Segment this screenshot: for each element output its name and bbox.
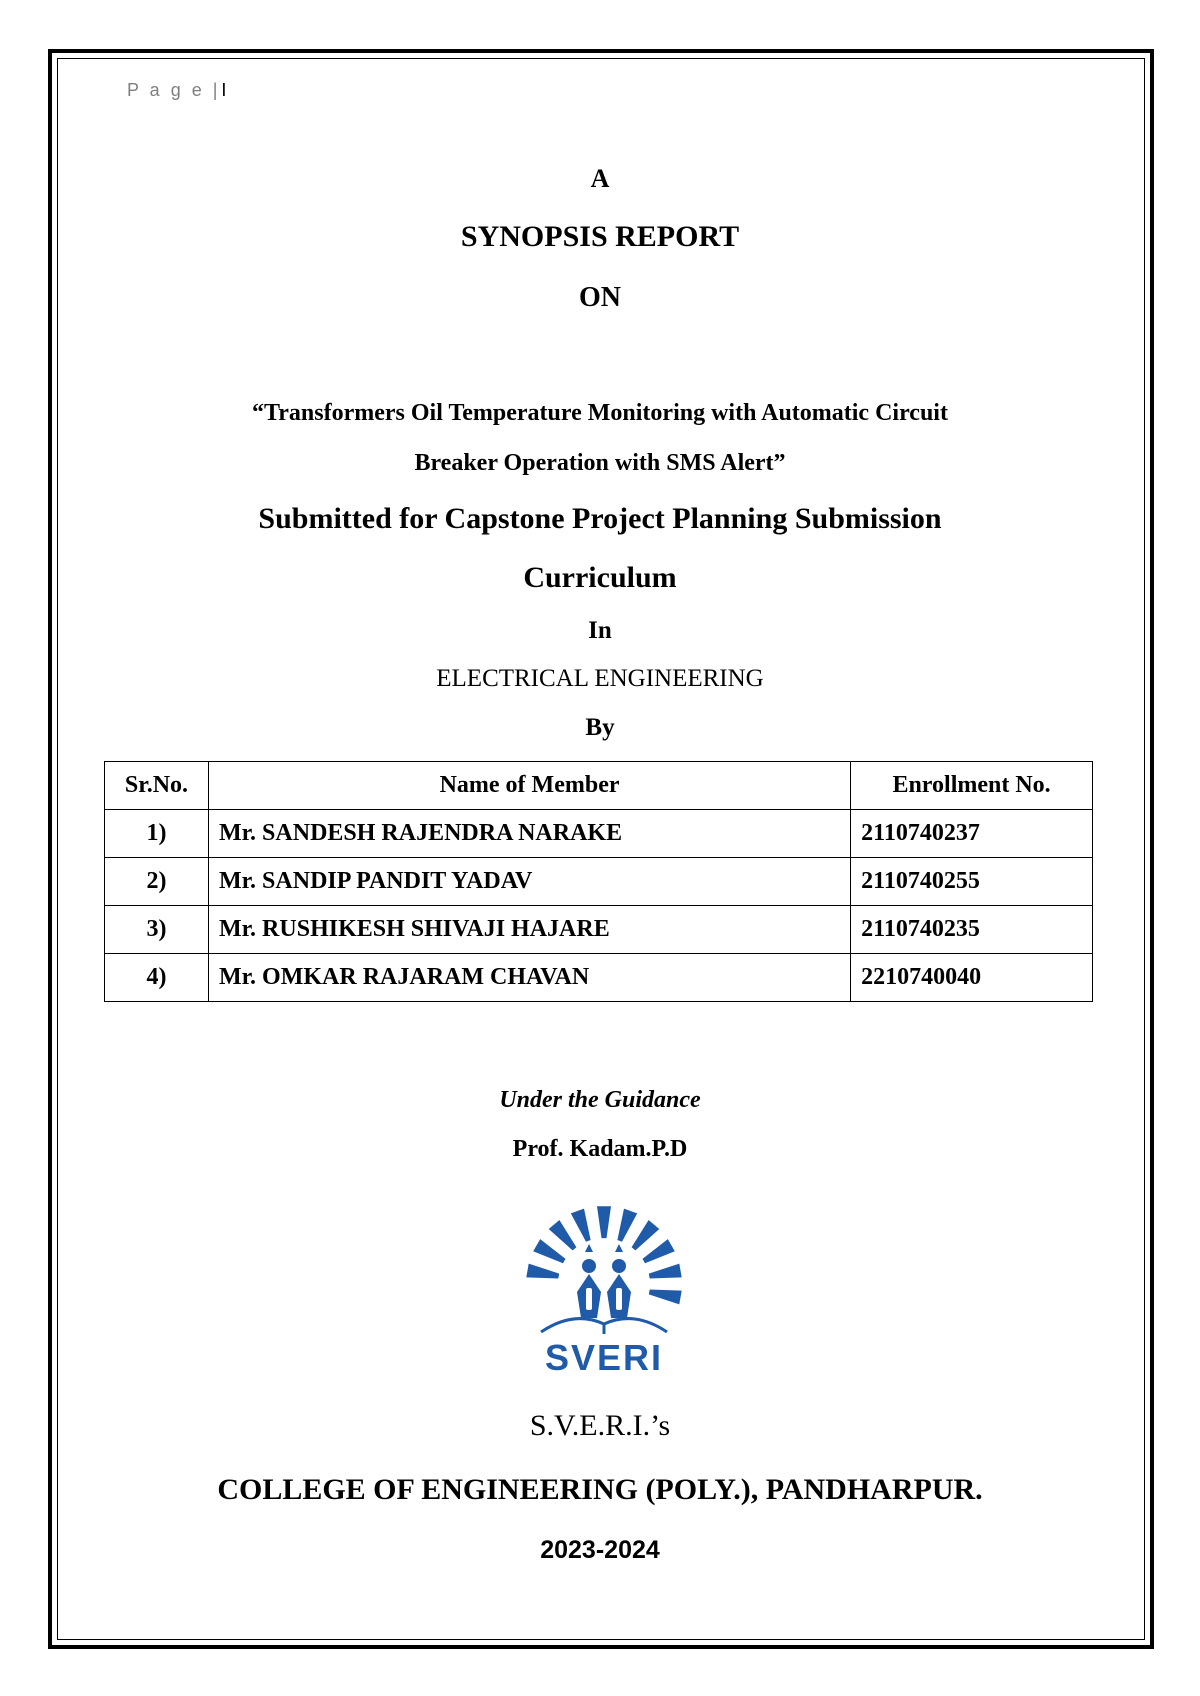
academic-year: 2023-2024	[540, 1536, 660, 1564]
members-table	[104, 761, 1093, 1002]
page-label: P a g e	[127, 80, 205, 100]
in-label: In	[588, 617, 612, 644]
submitted-for: Submitted for Capstone Project Planning Submission	[258, 502, 942, 535]
logo-ray	[632, 1220, 660, 1250]
table-header-row	[105, 762, 1093, 810]
cell-member-name: Mr. OMKAR RAJARAM CHAVAN	[208, 954, 850, 1002]
logo-ray	[649, 1290, 682, 1305]
logo-ray	[597, 1206, 611, 1238]
logo-ray	[549, 1220, 577, 1250]
project-title-line-1: “Transformers Oil Temperature Monitoring with Automatic Circuit	[252, 400, 948, 426]
logo-text: SVERI	[544, 1337, 664, 1376]
cell-sr-no: 2)	[105, 858, 209, 906]
logo-ray	[571, 1209, 591, 1242]
logo-ray	[533, 1239, 565, 1263]
column-header-sr-no: Sr.No.	[105, 762, 209, 810]
column-header-enrollment: Enrollment No.	[851, 762, 1093, 810]
cell-sr-no: 3)	[105, 906, 209, 954]
logo-ray	[649, 1264, 682, 1279]
table-row	[105, 906, 1093, 954]
title-article: A	[590, 164, 610, 193]
department: ELECTRICAL ENGINEERING	[436, 665, 764, 692]
project-title-line-2: Breaker Operation with SMS Alert”	[414, 450, 786, 476]
institution-short-name: S.V.E.R.I.’s	[529, 1409, 671, 1442]
curriculum: Curriculum	[523, 561, 677, 594]
table-row	[105, 858, 1093, 906]
guide-name: Prof. Kadam.P.D	[512, 1136, 688, 1162]
cell-enrollment: 2210740040	[851, 954, 1093, 1002]
logo-ray	[526, 1264, 559, 1279]
column-header-name: Name of Member	[208, 762, 850, 810]
cell-member-name: Mr. SANDIP PANDIT YADAV	[208, 858, 850, 906]
page-separator: |	[212, 80, 218, 100]
sveri-logo-icon	[519, 1192, 689, 1376]
cell-sr-no: 4)	[105, 954, 209, 1002]
table-row	[105, 810, 1093, 858]
page-number-header	[127, 80, 226, 101]
by-label: By	[585, 714, 615, 741]
college-name: COLLEGE OF ENGINEERING (POLY.), PANDHARPUR.	[217, 1473, 983, 1506]
cell-member-name: Mr. SANDESH RAJENDRA NARAKE	[208, 810, 850, 858]
logo-ray	[617, 1209, 637, 1242]
title-on: ON	[579, 282, 621, 313]
cell-enrollment: 2110740255	[851, 858, 1093, 906]
cell-enrollment: 2110740237	[851, 810, 1093, 858]
cell-member-name: Mr. RUSHIKESH SHIVAJI HAJARE	[208, 906, 850, 954]
table-row	[105, 954, 1093, 1002]
cell-enrollment: 2110740235	[851, 906, 1093, 954]
report-title: SYNOPSIS REPORT	[460, 220, 740, 253]
logo-ray	[643, 1239, 675, 1263]
guidance-label: Under the Guidance	[499, 1087, 701, 1113]
page-number: I	[221, 80, 227, 100]
cell-sr-no: 1)	[105, 810, 209, 858]
